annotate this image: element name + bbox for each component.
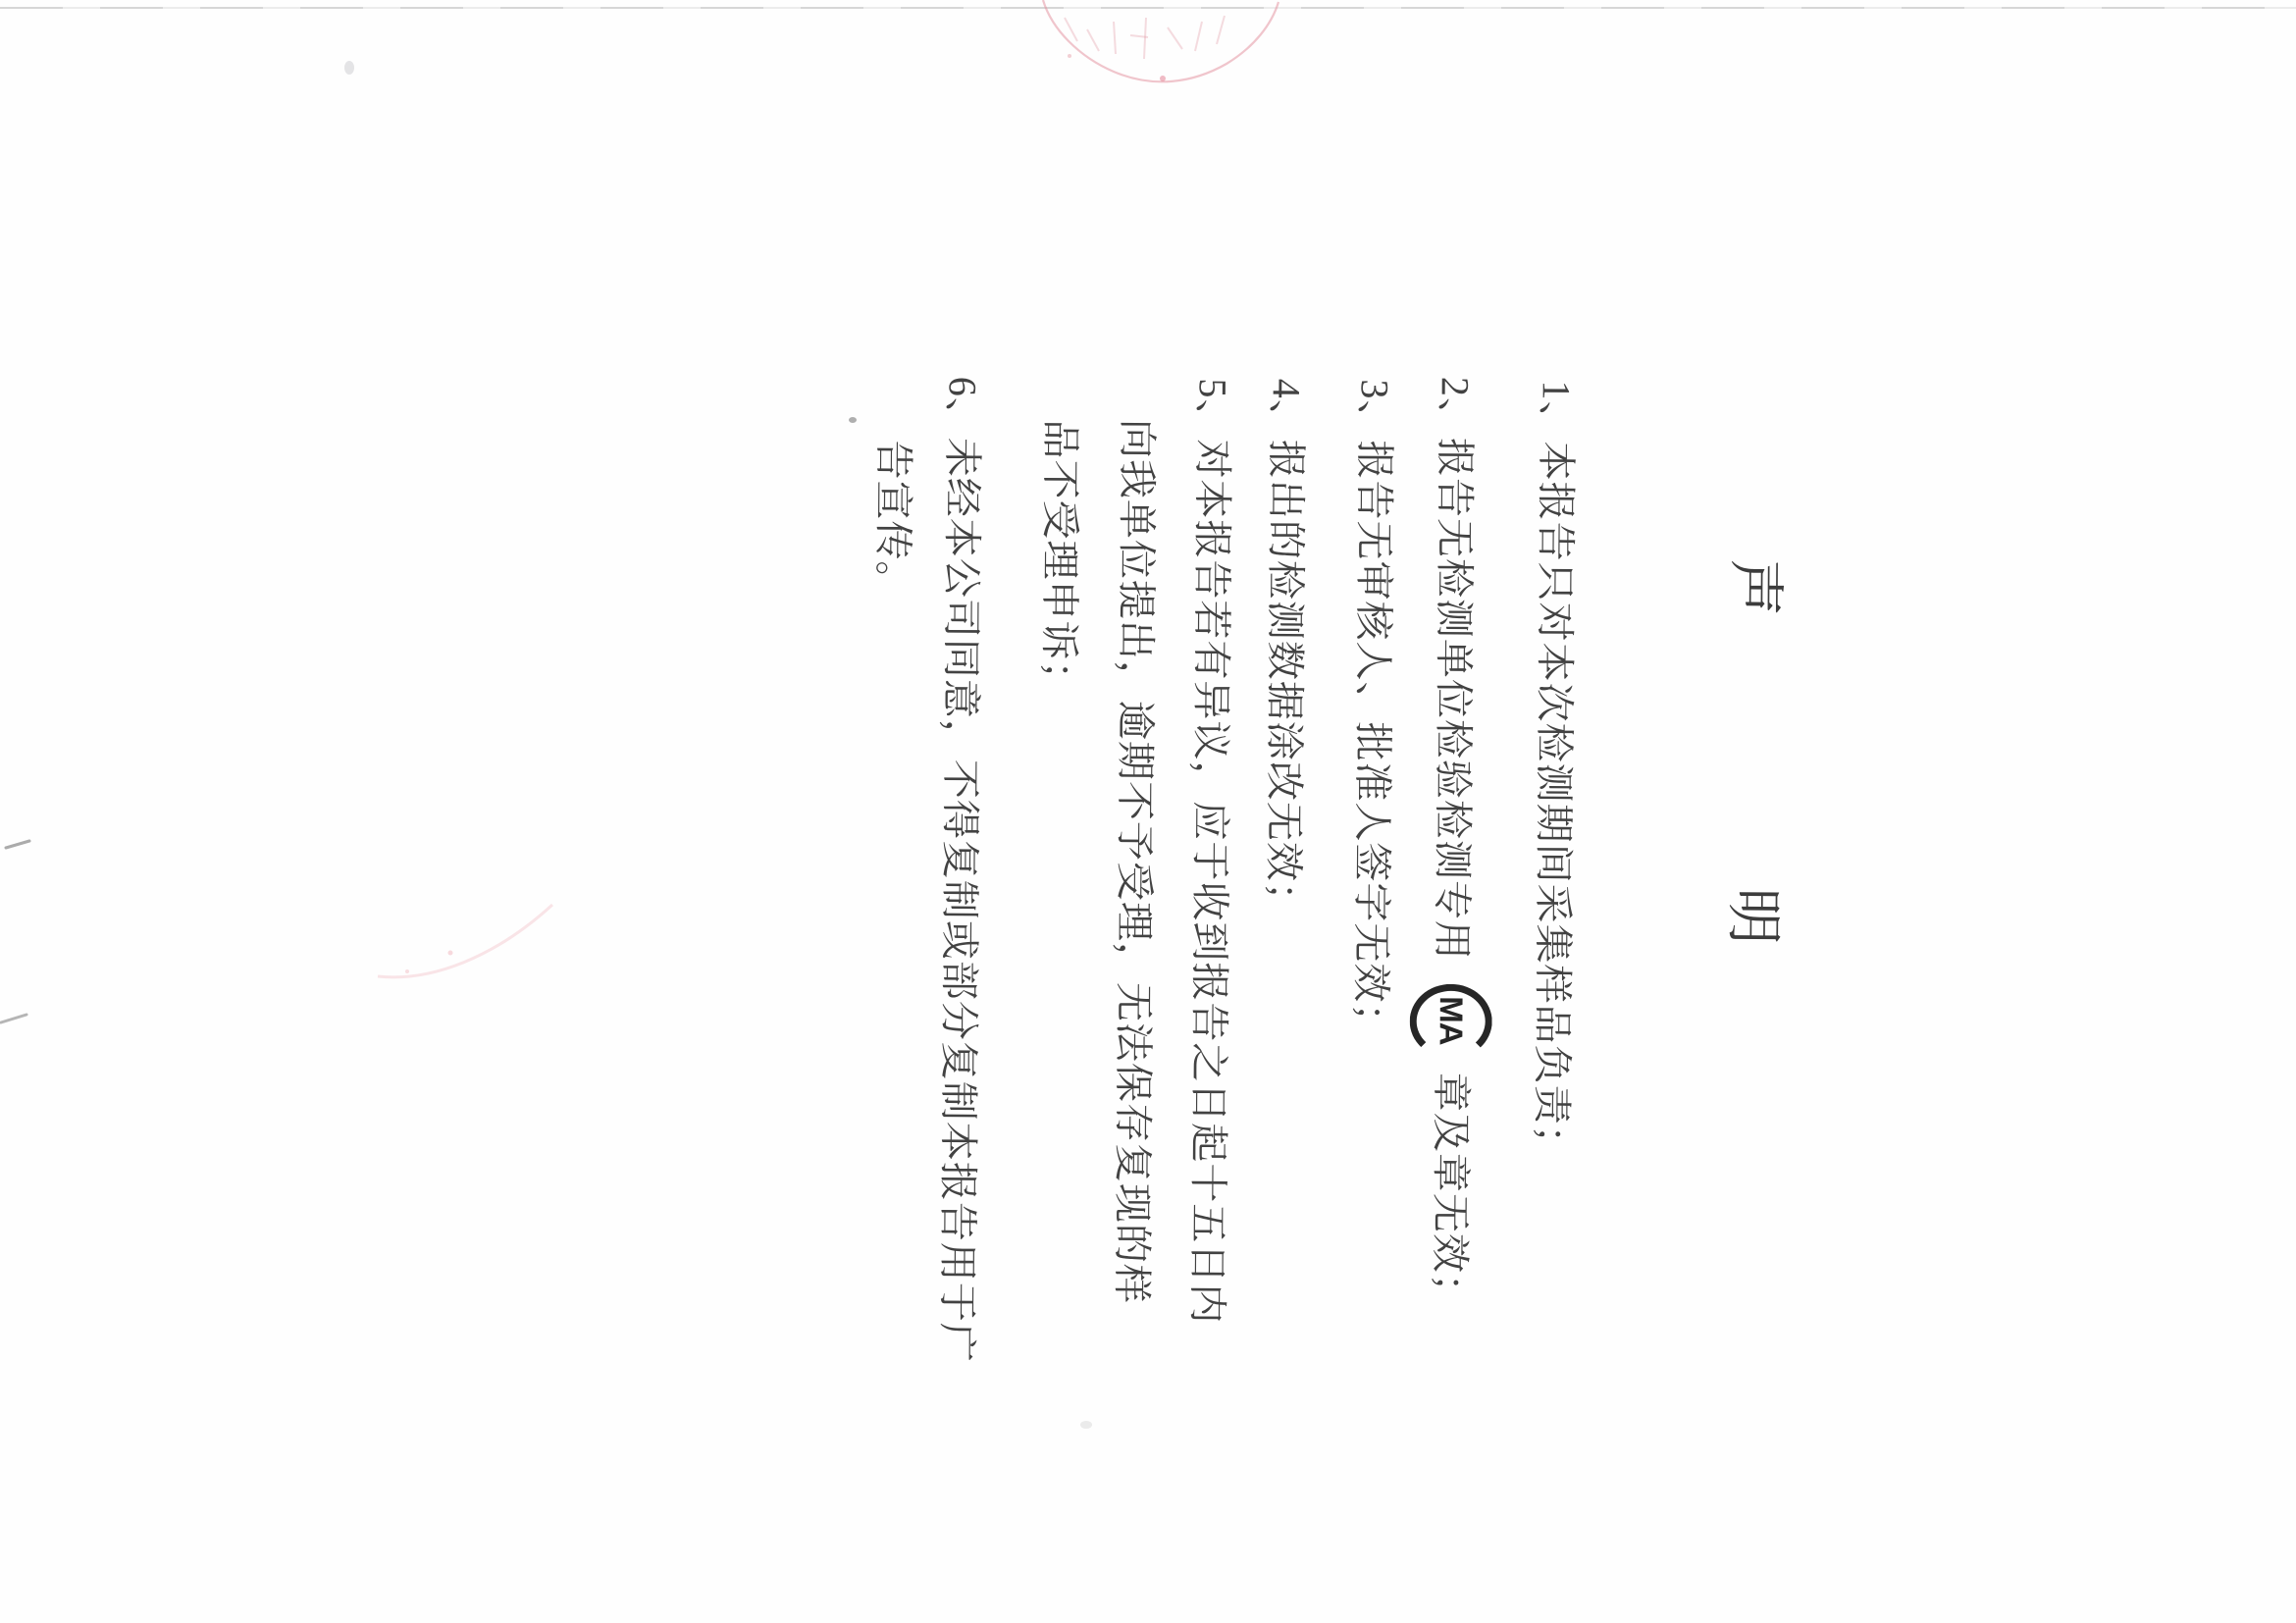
statement-line-6: 6、未经本公司同意，不得复制或部分复制本报告用于广	[934, 376, 985, 1363]
statement-line-2-text-after-ma: 章及章无效；	[1427, 1072, 1473, 1315]
statement-line-4: 4、报出的检测数据涂改无效；	[1261, 378, 1309, 922]
statement-line-5-continuation-1: 向我单位提出，逾期不予受理，无法保存复现的样	[1109, 418, 1160, 1305]
statement-line-2-text-before-ma: 2、报告无检测单位检验检测专用	[1429, 376, 1478, 962]
statement-line-2	[1408, 377, 1496, 1314]
page-title-char-sheng: 声	[1723, 558, 1788, 616]
statement-line-5: 5、对本报告若有异议，应于收到报告之日起十五日内	[1184, 378, 1235, 1325]
cma-ma-mark-icon	[1409, 984, 1491, 1060]
cma-ma-mark-letters: MA	[1434, 996, 1471, 1045]
statement-line-1: 1、本报告只对本次检测期间采集样品负责；	[1529, 380, 1579, 1166]
statement-line-5-continuation-2: 品不受理申诉；	[1036, 419, 1083, 702]
statement-line-3: 3、报告无审核人、批准人签字无效；	[1348, 379, 1397, 1044]
statement-line-6-continuation: 告宣传。	[870, 440, 916, 602]
page-title-char-ming: 明	[1721, 887, 1786, 945]
